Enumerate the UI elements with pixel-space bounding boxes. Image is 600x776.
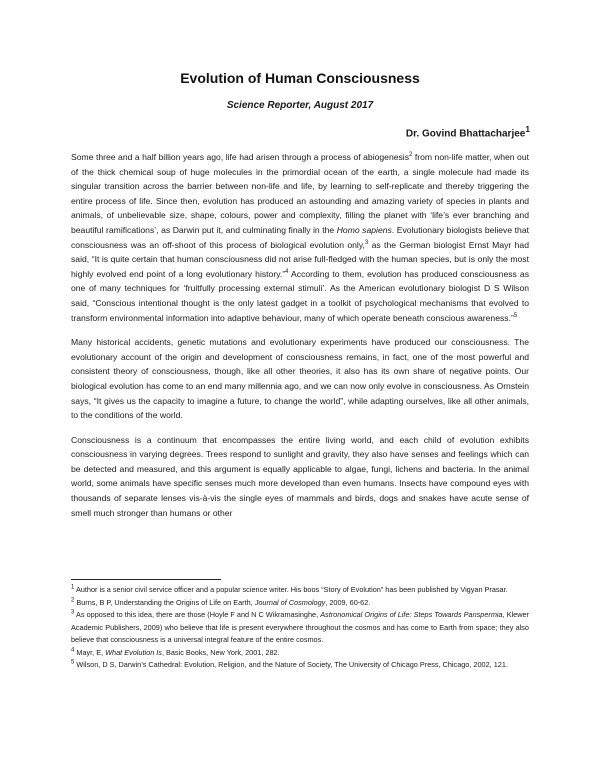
paragraph-3: Consciousness is a continuum that encompasses the entire living world, and each child of evolution exhibits consciousness in varying degrees. Trees respond to sunlight and gravity, they also have senses and feelings which can be detected and measured, and this argument is equally applicable to algae, fungi, lichens and bacteria. In the animal world, some animals have specific senses much more developed than even humans. Insects have compound eyes with thousands of separate lenses vis-à-vis the single eyes of mammals and birds, dogs and snakes have acute sense of smell much stronger than humans or other [71,434,529,518]
footnote-text: Mayr, E, [74,647,106,657]
footnote-marker: 5 [513,312,518,319]
footnote-5 [71,659,529,672]
footnote-marker: 3 [364,239,369,246]
footnote-4 [71,647,529,660]
footnote-separator [71,579,221,580]
footnotes [71,584,529,672]
footnote-marker: 1 [525,124,530,134]
footnote-number: 4 [71,647,75,654]
footnote-number: 2 [71,597,75,604]
footnote-number: 3 [71,609,75,616]
author-line [406,124,530,139]
footnote-text: , Basic Books, New York, 2001, 282. [161,647,280,657]
document-subtitle: Science Reporter, August 2017 [226,100,374,111]
footnote-italic: What Evolution Is [105,647,162,657]
article-body [71,150,529,530]
footnote-marker: 2 [409,152,413,159]
footnote-text: , 2009, 60-62. [325,597,371,607]
footnote-number: 1 [71,584,75,591]
footnote-italic: Journal of Cosmology [254,597,326,607]
paragraph-text: Some three and a half billion years ago, life had arisen through a process of abiogenesis [71,152,410,162]
paragraph-text: from non-life matter, when out of the thick chemical soup of huge molecules in the primordial ocean of the earth, a single molecule had made its singular transition across the barrier between non-life and life, by learning to self-replicate and thereby triggering the entire process of life. Since then, evolution has produced an astounding and amazing variety of species in plants and animals, of unbelievable size, shape, colours, power and complexity, filling the planet with ‘life’s ever branching and beautiful ramifications’, as Darwin put it, and culminating finally in the [71,152,529,235]
paragraph-text: . Evolutionary biologists believe that consciousness was an off-shoot of this process of biological evolution only, [71,224,529,250]
footnote-3 [71,609,529,647]
footnote-text: Burns, B P, Understanding the Origins of Life on Earth, [74,597,255,607]
footnote-2 [71,597,529,610]
footnote-1 [71,584,529,597]
italic-term: Homo sapiens [336,224,392,235]
footnote-italic: Astronomical Origins of Life: Steps Towards Panspermia [320,610,503,619]
paragraph-2: Many historical accidents, genetic mutations and evolutionary experiments have produced our consciousness. The evolutionary account of the origin and development of consciousness remains, in fact, one of the most powerful and consistent theory of consciousness, though, like all other theories, it also has its own share of negative points. Our biological evolution has come to an end many millennia ago, and we can now only evolve in consciousness. As Ornstein says, “It gives us the capacity to imagine a future, to change the world”, while adapting ourselves, like all other animals, to the conditions of the world. [71,337,529,421]
footnote-text: As opposed to this idea, there are those (Hoyle F and N C Wikramasinghe, [74,610,321,619]
author-name: Dr. Govind Bhattacharjee [405,128,526,140]
document-title: Evolution of Human Consciousness [180,70,420,86]
paragraph-text: as the German biologist Ernst Mayr had said, “It is quite certain that human consciousness did not arise full-fledged with the human species, but is only the most highly evolved end point of a long evolutionary history.” [71,239,529,279]
footnote-text: Wilson, D S, Darwin’s Cathedral: Evolution, Religion, and the Nature of Society, The University of Chicago Press, Chicago, 2002, 121. [74,660,508,669]
footnote-text: Author is a senior civil service officer and a popular science writer. His boos “Story of Evolution” has been published by Vigyan Prasar. [74,585,508,594]
paragraph-text: According to them, evolution has produced consciousness as one of many techniques for ‘fruitfully processing external stimuli’. As the American evolutionary biologist D S Wilson said, “Conscious intentional thought is the only latest gadget in a toolkit of psychological mechanisms that evolved to transform environmental information into adaptive behaviour, many of which operate beneath conscious awareness.” [71,268,529,323]
paragraph-1 [71,150,529,325]
footnote-number: 5 [71,659,75,666]
footnote-text: , Klewer Academic Publishers, 2009) who believe that life is present everywhere throughout the cosmos and has come to Earth from space; they also believe that consciousness is a universal integral feature of the entire cosmos. [71,610,529,644]
footnote-marker: 4 [285,268,289,275]
